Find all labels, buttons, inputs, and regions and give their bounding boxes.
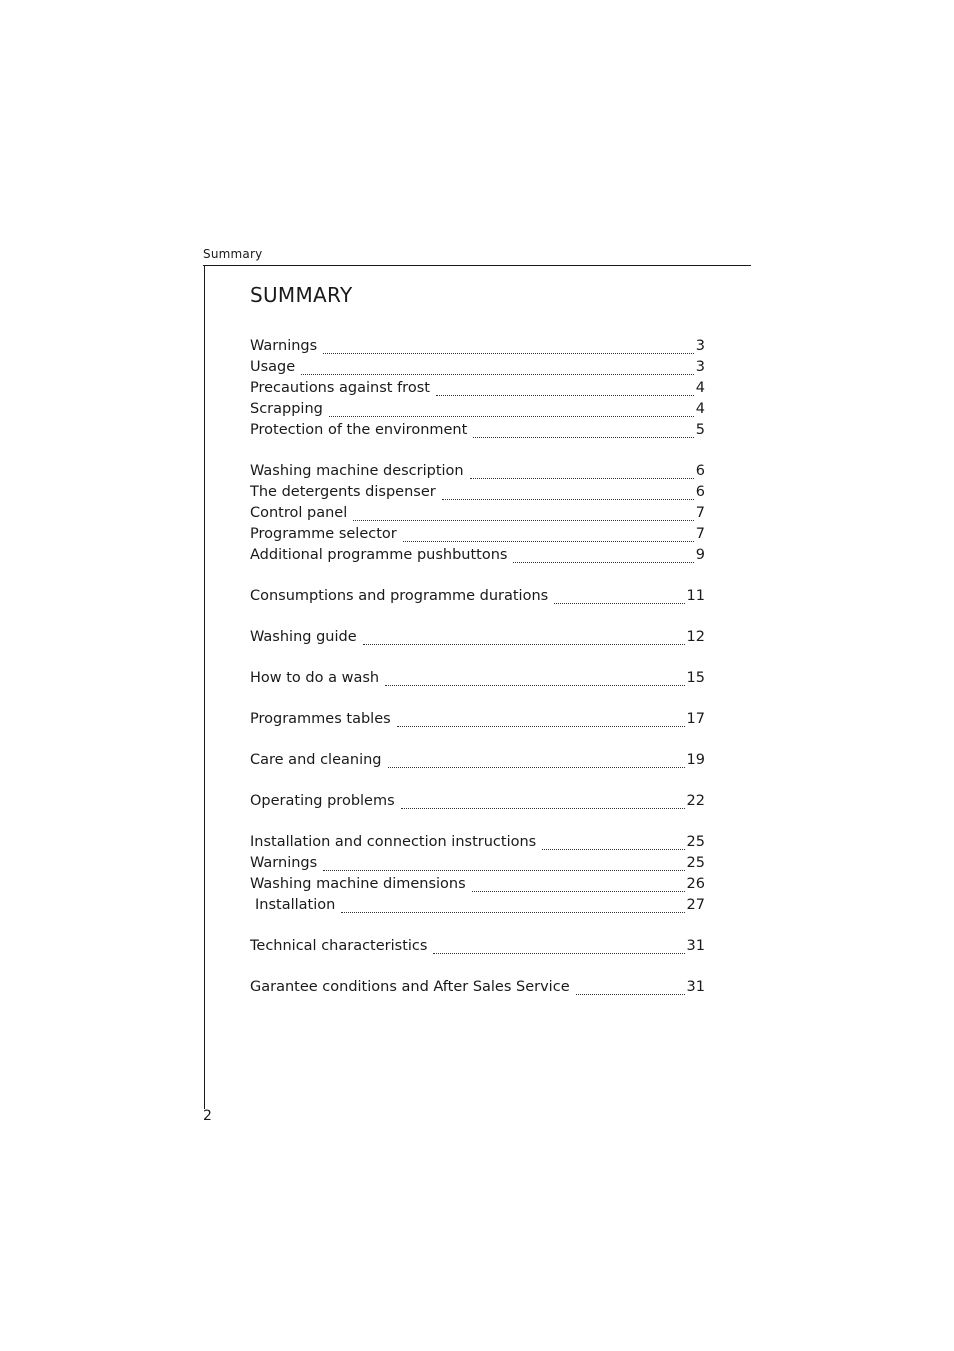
toc-entry-page: 26 bbox=[686, 876, 705, 892]
toc-entry-label: Washing machine description bbox=[250, 463, 464, 479]
toc-entry-washing-machine-dimensions bbox=[250, 876, 705, 897]
toc-entry-label: Operating problems bbox=[250, 793, 395, 809]
dot-leader bbox=[401, 808, 685, 809]
toc-entry-page: 4 bbox=[695, 401, 705, 417]
dot-leader bbox=[353, 520, 694, 521]
toc-entry-page: 19 bbox=[686, 752, 705, 768]
toc-entry-additional-programme-pushbuttons bbox=[250, 547, 705, 568]
toc-entry-programme-selector bbox=[250, 526, 705, 547]
dot-leader bbox=[341, 912, 684, 913]
table-of-contents bbox=[250, 338, 705, 1000]
margin-rule bbox=[204, 265, 205, 1109]
toc-entry-page: 12 bbox=[686, 629, 705, 645]
toc-entry-label: Installation bbox=[255, 897, 336, 913]
dot-leader bbox=[403, 541, 694, 542]
dot-leader bbox=[542, 849, 684, 850]
toc-entry-warnings bbox=[250, 338, 705, 359]
toc-entry-page: 17 bbox=[686, 711, 705, 727]
toc-entry-label: Usage bbox=[250, 359, 296, 375]
toc-entry-label: Technical characteristics bbox=[250, 938, 428, 954]
toc-entry-care-and-cleaning bbox=[250, 752, 705, 773]
toc-entry-label: How to do a wash bbox=[250, 670, 380, 686]
dot-leader bbox=[323, 870, 684, 871]
toc-entry-label: Precautions against frost bbox=[250, 380, 430, 396]
toc-entry-page: 25 bbox=[686, 834, 705, 850]
toc-entry-label: Warnings bbox=[250, 338, 318, 354]
dot-leader bbox=[436, 395, 694, 396]
dot-leader bbox=[473, 437, 693, 438]
toc-entry-page: 6 bbox=[695, 484, 705, 500]
toc-entry-page: 6 bbox=[695, 463, 705, 479]
toc-entry-consumptions-and-programme-durations bbox=[250, 588, 705, 609]
toc-entry-label: Care and cleaning bbox=[250, 752, 382, 768]
dot-leader bbox=[323, 353, 694, 354]
dot-leader bbox=[329, 416, 694, 417]
dot-leader bbox=[301, 374, 694, 375]
toc-entry-label: Additional programme pushbuttons bbox=[250, 547, 508, 563]
toc-entry-page: 11 bbox=[686, 588, 705, 604]
toc-entry-how-to-do-a-wash bbox=[250, 670, 705, 691]
toc-entry-page: 15 bbox=[686, 670, 705, 686]
toc-entry-label: Programmes tables bbox=[250, 711, 391, 727]
page-title: SUMMARY bbox=[250, 283, 353, 307]
dot-leader bbox=[554, 603, 684, 604]
toc-entry-label: Installation and connection instructions bbox=[250, 834, 537, 850]
dot-leader bbox=[385, 685, 684, 686]
toc-entry-page: 3 bbox=[695, 338, 705, 354]
toc-entry-label: Warnings bbox=[250, 855, 318, 871]
toc-entry-washing-machine-description bbox=[250, 463, 705, 484]
toc-entry-page: 22 bbox=[686, 793, 705, 809]
toc-entry-label: Washing machine dimensions bbox=[250, 876, 466, 892]
toc-entry-page: 9 bbox=[695, 547, 705, 563]
toc-entry-page: 31 bbox=[686, 938, 705, 954]
running-head: Summary bbox=[203, 247, 263, 261]
toc-entry-label: Scrapping bbox=[250, 401, 323, 417]
toc-entry-page: 3 bbox=[695, 359, 705, 375]
toc-entry-page: 7 bbox=[695, 505, 705, 521]
toc-entry-label: Protection of the environment bbox=[250, 422, 468, 438]
toc-entry-control-panel bbox=[250, 505, 705, 526]
toc-entry-label: Consumptions and programme durations bbox=[250, 588, 549, 604]
toc-entry-label: Control panel bbox=[250, 505, 348, 521]
toc-entry-programmes-tables bbox=[250, 711, 705, 732]
toc-entry-page: 31 bbox=[686, 979, 705, 995]
header-rule bbox=[203, 265, 751, 266]
toc-entry-garantee-conditions bbox=[250, 979, 705, 1000]
dot-leader bbox=[388, 767, 685, 768]
toc-entry-label: Washing guide bbox=[250, 629, 357, 645]
toc-entry-warnings-installation bbox=[250, 855, 705, 876]
dot-leader bbox=[442, 499, 694, 500]
toc-entry-detergents-dispenser bbox=[250, 484, 705, 505]
page-number: 2 bbox=[203, 1108, 212, 1124]
toc-entry-operating-problems bbox=[250, 793, 705, 814]
toc-entry-page: 27 bbox=[686, 897, 705, 913]
dot-leader bbox=[397, 726, 685, 727]
toc-entry-page: 25 bbox=[686, 855, 705, 871]
toc-entry-installation bbox=[250, 897, 705, 918]
toc-entry-label: Programme selector bbox=[250, 526, 397, 542]
toc-entry-label: Garantee conditions and After Sales Service bbox=[250, 979, 570, 995]
toc-entry-precautions-against-frost bbox=[250, 380, 705, 401]
toc-entry-installation-and-connection-instructions bbox=[250, 834, 705, 855]
dot-leader bbox=[576, 994, 685, 995]
toc-entry-usage bbox=[250, 359, 705, 380]
toc-entry-page: 4 bbox=[695, 380, 705, 396]
dot-leader bbox=[433, 953, 684, 954]
toc-entry-page: 5 bbox=[695, 422, 705, 438]
toc-entry-page: 7 bbox=[695, 526, 705, 542]
toc-entry-washing-guide bbox=[250, 629, 705, 650]
dot-leader bbox=[513, 562, 693, 563]
toc-entry-scrapping bbox=[250, 401, 705, 422]
dot-leader bbox=[363, 644, 685, 645]
toc-entry-protection-of-the-environment bbox=[250, 422, 705, 443]
dot-leader bbox=[472, 891, 685, 892]
toc-entry-technical-characteristics bbox=[250, 938, 705, 959]
dot-leader bbox=[470, 478, 694, 479]
toc-entry-label: The detergents dispenser bbox=[250, 484, 436, 500]
